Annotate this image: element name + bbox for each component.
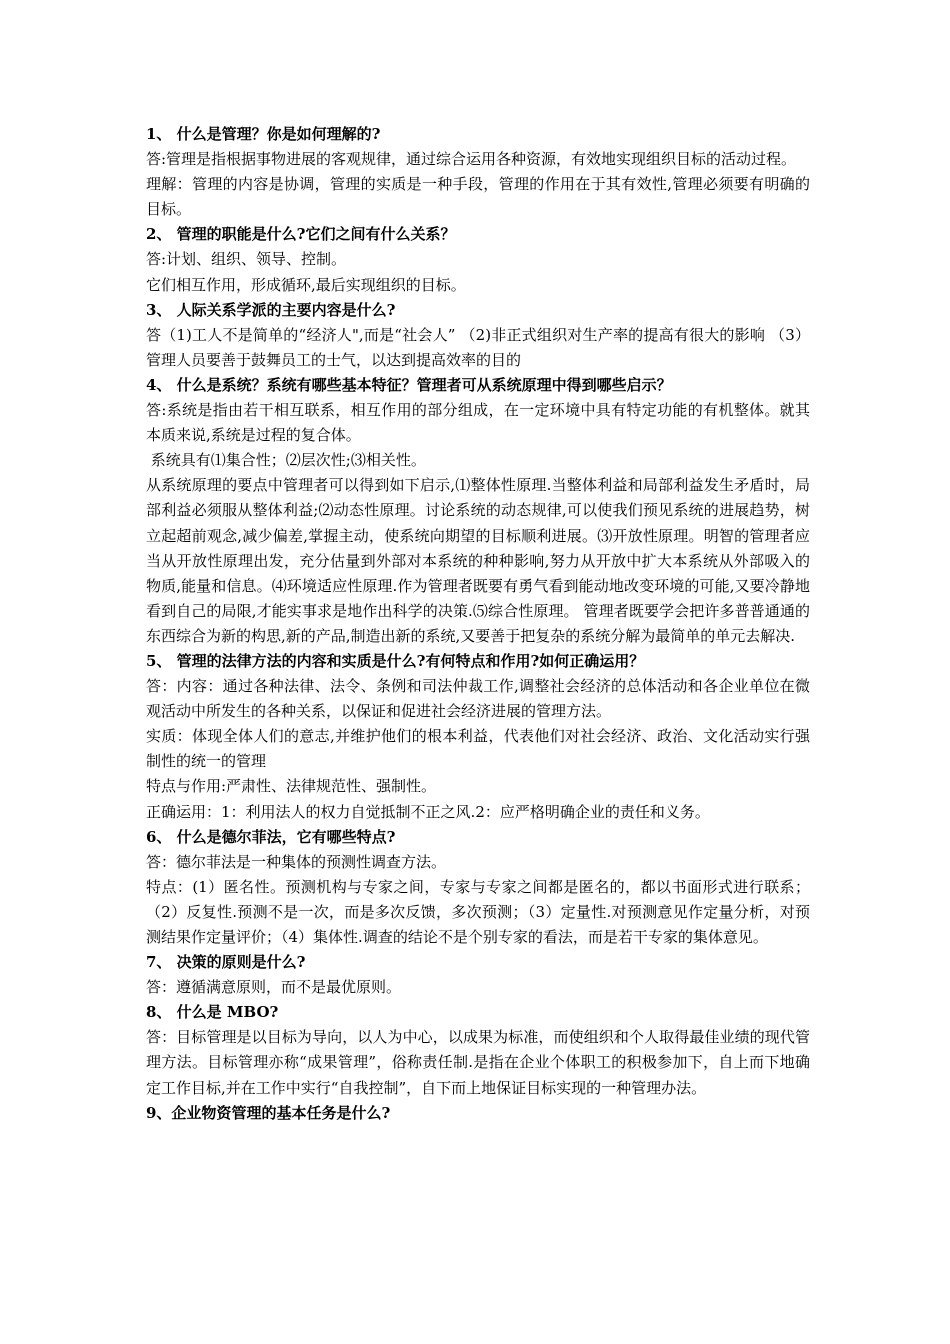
answer-4-features: 系统具有⑴集合性；⑵层次性;⑶相关性。 bbox=[146, 451, 426, 470]
answer-6-definition: 答：德尔菲法是一种集体的预测性调查方法。 bbox=[146, 852, 447, 871]
answer-2-functions: 答:计划、组织、领导、控制。 bbox=[146, 250, 347, 269]
question-5: 5、 管理的法律方法的内容和实质是什么?有何特点和作用?如何正确运用？ bbox=[146, 651, 645, 670]
question-3: 3、 人际关系学派的主要内容是什么? bbox=[146, 300, 396, 319]
question-4: 4、 什么是系统？系统有哪些基本特征？管理者可从系统原理中得到哪些启示？ bbox=[146, 375, 672, 394]
answer-1-understanding: 理解：管理的内容是协调，管理的实质是一种手段，管理的作用在于其有效性,管理必须要有明确的目标。 bbox=[146, 175, 810, 219]
answer-5-features: 特点与作用:严肃性、法律规范性、强制性。 bbox=[146, 777, 437, 796]
question-9: 9、企业物资管理的基本任务是什么? bbox=[146, 1103, 391, 1122]
answer-5-content: 答：内容：通过各种法律、法令、条例和司法仲裁工作,调整社会经济的总体活动和各企业单位在微观活动中所发生的各种关系，以保证和促进社会经济进展的管理方法。 bbox=[146, 677, 810, 721]
answer-3: 答（1)工人不是简单的“经济人",而是“社会人” （2)非正式组织对生产率的提高有很大的影响 （3）管理人员要善于鼓舞员工的士气，以达到提高效率的目的 bbox=[146, 325, 810, 369]
question-2: 2、 管理的职能是什么?它们之间有什么关系？ bbox=[146, 225, 456, 244]
answer-5-essence: 实质：体现全体人们的意志,并维护他们的根本利益，代表他们对社会经济、政治、文化活动实行强制性的统一的管理 bbox=[146, 727, 810, 771]
answer-4-definition: 答:系统是指由若干相互联系，相互作用的部分组成，在一定环境中具有特定功能的有机整体。就其本质来说,系统是过程的复合体。 bbox=[146, 401, 810, 445]
question-7: 7、 决策的原则是什么? bbox=[146, 953, 306, 972]
answer-8: 答：目标管理是以目标为导向，以人为中心，以成果为标准，而使组织和个人取得最佳业绩的现代管理方法。目标管理亦称“成果管理”，俗称责任制.是指在企业个体职工的积极参加下，自上而下地确定工作目标,并在工作中实行“自我控制”，自下而上地保证目标实现的一种管理办法。 bbox=[146, 1028, 810, 1097]
document-page bbox=[146, 122, 810, 1126]
question-6: 6、 什么是德尔菲法，它有哪些特点? bbox=[146, 827, 396, 846]
answer-4-insights: 从系统原理的要点中管理者可以得到如下启示,⑴整体性原理.当整体利益和局部利益发生矛盾时，局部利益必须服从整体利益;⑵动态性原理。讨论系统的动态规律,可以使我们预见系统的进展趋势，树立起超前观念,减少偏差,掌握主动，使系统向期望的目标顺利进展。⑶开放性原理。明智的管理者应当从开放性原理出发，充分估量到外部对本系统的种种影响,努力从开放中扩大本系统从外部吸入的物质,能量和信息。⑷环境适应性原理.作为管理者既要有勇气看到能动地改变环境的可能,又要冷静地看到自己的局限,才能实事求是地作出科学的决策.⑸综合性原理。 管理者既要学会把许多普普通通的东西综合为新的构思,新的产品,制造出新的系统,又要善于把复杂的系统分解为最简单的单元去解决. bbox=[146, 476, 810, 645]
answer-7: 答：遵循满意原则，而不是最优原则。 bbox=[146, 978, 402, 997]
question-8: 8、 什么是 MBO? bbox=[146, 1003, 279, 1022]
answer-1-definition: 答:管理是指根据事物进展的客观规律，通过综合运用各种资源，有效地实现组织目标的活动过程。 bbox=[146, 150, 797, 169]
answer-6-features: 特点：(1）匿名性。预测机构与专家之间，专家与专家之间都是匿名的，都以书面形式进行联系；（2）反复性.预测不是一次，而是多次反馈，多次预测；（3）定量性.对预测意见作定量分析，对预测结果作定量评价；（4）集体性.调查的结论不是个别专家的看法，而是若干专家的集体意见。 bbox=[146, 877, 810, 946]
answer-2-relationship: 它们相互作用，形成循环,最后实现组织的目标。 bbox=[146, 275, 466, 294]
question-1: 1、 什么是管理？你是如何理解的? bbox=[146, 125, 381, 143]
answer-5-usage: 正确运用：1：利用法人的权力自觉抵制不正之风.2：应严格明确企业的责任和义务。 bbox=[146, 802, 710, 821]
